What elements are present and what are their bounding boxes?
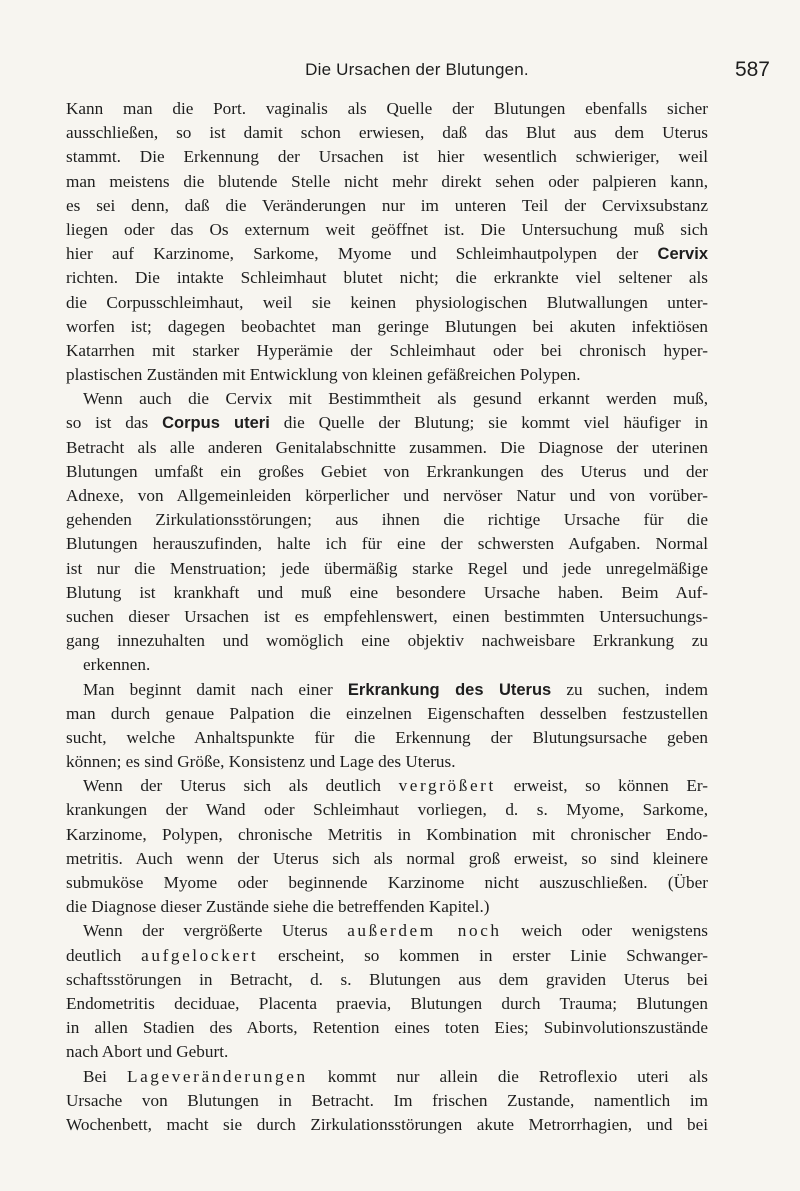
text-segment: liegen oder das Os externum weit geöffnet ist. Die Untersuchung muß sich xyxy=(66,219,708,239)
text-segment: Wenn auch die Cervix mit Bestimmtheit als gesund erkannt werden muß, xyxy=(83,389,708,409)
text-line xyxy=(66,581,708,605)
text-line xyxy=(66,944,708,968)
text-line xyxy=(66,823,708,847)
text-segment: man meistens die blutende Stelle nicht mehr direkt sehen oder palpieren kann, xyxy=(66,171,708,191)
text-segment: plastischen Zuständen mit Entwicklung von kleinen gefäßreichen Polypen. xyxy=(66,365,581,385)
text-line xyxy=(66,774,708,798)
text-segment: hier auf Karzinome, Sarkome, Myome und Schleimhautpolypen der xyxy=(66,244,658,264)
text-line xyxy=(66,871,708,895)
text-line xyxy=(66,1065,708,1089)
text-line xyxy=(66,1040,708,1064)
text-segment: metritis. Auch wenn der Uterus sich als normal groß erweist, so sind kleinere xyxy=(66,848,708,868)
text-segment: Man beginnt damit nach einer xyxy=(83,679,348,699)
text-segment: suchen dieser Ursachen ist es empfehlenswert, einen bestimmten Untersuchungs- xyxy=(66,606,708,626)
text-segment: Blutung ist krankhaft und muß eine besondere Ursache haben. Beim Auf- xyxy=(66,582,708,602)
text-line xyxy=(66,653,708,677)
text-line xyxy=(66,895,708,919)
text-line xyxy=(66,992,708,1016)
text-line xyxy=(66,484,708,508)
text-line xyxy=(66,750,708,774)
emphasized-text: Corpus uteri xyxy=(162,414,270,433)
emphasized-text: Lageveränderungen xyxy=(126,1066,308,1086)
text-line xyxy=(66,968,708,992)
text-line xyxy=(66,194,708,218)
text-line xyxy=(66,145,708,169)
text-line xyxy=(66,387,708,411)
text-segment: Wochenbett, macht sie durch Zirkulationsstörungen akute Metrorrhagien, und bei xyxy=(66,1114,708,1134)
text-line xyxy=(66,678,708,702)
text-segment: kommt nur allein die Retroflexio uteri als xyxy=(307,1066,708,1086)
text-line xyxy=(66,218,708,242)
text-segment: die Quelle der Blutung; sie kommt viel häufiger in xyxy=(269,413,709,433)
text-line xyxy=(66,1113,708,1137)
text-segment: submuköse Myome oder beginnende Karzinome nicht auszuschließen. (Über xyxy=(66,873,708,892)
text-line xyxy=(66,919,708,943)
text-segment: Karzinome, Polypen, chronische Metritis in Kombination mit chronischer Endo- xyxy=(66,824,708,844)
emphasized-text: vergrößert xyxy=(398,776,496,796)
text-segment: zu suchen, indem xyxy=(551,679,708,699)
text-segment: deutlich xyxy=(66,945,142,965)
text-segment: Bei xyxy=(83,1066,127,1086)
text-segment: Blutungen umfaßt ein großes Gebiet von Erkrankungen des Uterus und der xyxy=(66,461,708,481)
text-line xyxy=(66,266,708,290)
text-segment: Adnexe, von Allgemeinleiden körperlicher und nervöser Natur und von vorüber- xyxy=(66,486,708,505)
text-line xyxy=(66,436,708,460)
text-segment: worfen ist; dagegen beobachtet man geringe Blutungen bei akuten infektiösen xyxy=(66,316,708,336)
text-line xyxy=(66,363,708,387)
text-segment: weich oder wenigstens xyxy=(501,921,708,941)
text-segment: so ist das xyxy=(66,413,163,433)
page-number: 587 xyxy=(734,58,770,81)
text-line xyxy=(66,508,708,532)
text-line xyxy=(66,605,708,629)
emphasized-text: aufgelockert xyxy=(141,945,259,965)
text-segment: Katarrhen mit starker Hyperämie der Schleimhaut oder bei chronisch hyper- xyxy=(66,340,708,360)
text-line xyxy=(66,411,708,435)
text-segment: gang innezuhalten und womöglich eine objektiv nachweisbare Erkrankung zu xyxy=(66,631,708,651)
text-line xyxy=(66,1016,708,1040)
text-line xyxy=(66,339,708,363)
text-segment: Betracht als alle anderen Genitalabschnitte zusammen. Die Diagnose der uterinen xyxy=(66,437,708,457)
text-line xyxy=(66,170,708,194)
text-line xyxy=(66,121,708,145)
text-segment: krankungen der Wand oder Schleimhaut vorliegen, d. s. Myome, Sarkome, xyxy=(66,800,708,820)
text-line xyxy=(66,532,708,556)
text-segment: in allen Stadien des Aborts, Retention eines toten Eies; Subinvolutionszustände xyxy=(66,1018,708,1038)
text-segment: können; es sind Größe, Konsistenz und Lage des Uterus. xyxy=(66,752,456,772)
text-line xyxy=(66,702,708,726)
text-segment: Blutungen herauszufinden, halte ich für eine der schwersten Aufgaben. Normal xyxy=(66,534,708,554)
text-segment: die Corpusschleimhaut, weil sie keinen physiologischen Blutwallungen unter- xyxy=(66,292,708,312)
text-segment: Wenn der Uterus sich als deutlich xyxy=(83,776,399,796)
emphasized-text: außerdem noch xyxy=(347,921,502,941)
text-line xyxy=(66,242,708,266)
text-segment: richten. Die intakte Schleimhaut blutet nicht; die erkrankte viel seltener als xyxy=(66,268,708,288)
text-segment: die Diagnose dieser Zustände siehe die betreffenden Kapitel.) xyxy=(66,897,490,917)
text-segment: stammt. Die Erkennung der Ursachen ist hier wesentlich schwieriger, weil xyxy=(66,147,708,167)
page-header xyxy=(64,58,770,88)
body-text xyxy=(66,97,708,1137)
text-line xyxy=(66,291,708,315)
text-segment: ist nur die Menstruation; jede übermäßig starke Regel und jede unregelmäßige xyxy=(66,558,708,578)
text-segment: Endometritis deciduae, Placenta praevia, Blutungen durch Trauma; Blutungen xyxy=(66,993,708,1013)
text-line xyxy=(66,460,708,484)
text-line xyxy=(66,629,708,653)
text-line xyxy=(66,97,708,121)
text-segment: Kann man die Port. vaginalis als Quelle der Blutungen ebenfalls sicher xyxy=(66,99,708,118)
text-segment: erweist, so können Er- xyxy=(495,776,708,796)
text-line xyxy=(66,798,708,822)
text-line xyxy=(66,726,708,750)
text-segment: erscheint, so kommen in erster Linie Schwanger- xyxy=(258,945,708,965)
text-segment: gehenden Zirkulationsstörungen; aus ihnen die richtige Ursache für die xyxy=(66,510,708,530)
text-segment: es sei denn, daß die Veränderungen nur im unteren Teil der Cervixsubstanz xyxy=(66,195,708,215)
emphasized-text: Cervix xyxy=(657,245,708,264)
text-segment: schaftsstörungen in Betracht, d. s. Blutungen aus dem graviden Uterus bei xyxy=(66,969,708,989)
text-segment: man durch genaue Palpation die einzelnen Eigenschaften desselben festzustellen xyxy=(66,703,708,723)
text-line xyxy=(66,1089,708,1113)
emphasized-text: Erkrankung des Uterus xyxy=(347,680,552,699)
running-title: Die Ursachen der Blutungen. xyxy=(305,60,529,79)
text-line xyxy=(66,557,708,581)
text-line xyxy=(66,315,708,339)
text-segment: Ursache von Blutungen in Betracht. Im frischen Zustande, namentlich im xyxy=(66,1090,708,1110)
text-segment: Wenn der vergrößerte Uterus xyxy=(83,921,348,941)
text-segment: ausschließen, so ist damit schon erwiesen, daß das Blut aus dem Uterus xyxy=(66,123,708,143)
text-segment: nach Abort und Geburt. xyxy=(66,1042,229,1062)
text-line xyxy=(66,847,708,871)
text-segment: erkennen. xyxy=(83,655,151,675)
text-segment: sucht, welche Anhaltspunkte für die Erkennung der Blutungsursache geben xyxy=(66,727,708,747)
